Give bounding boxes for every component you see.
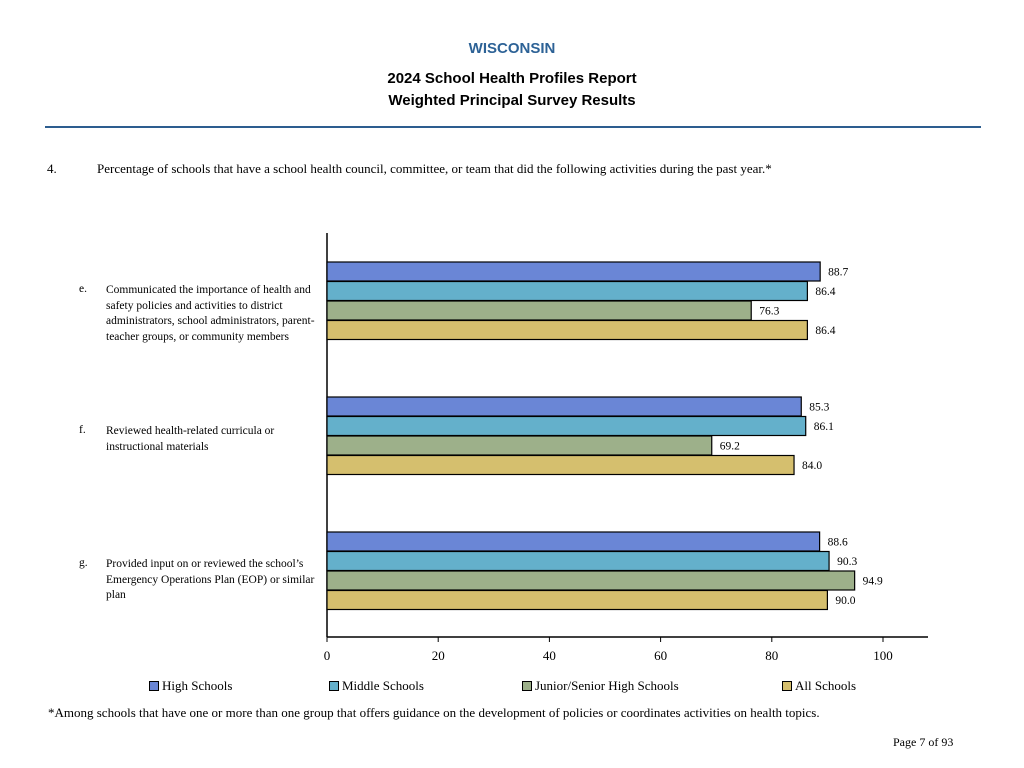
bar-value-label: 88.6	[827, 536, 848, 549]
legend-swatch-junior-senior	[522, 681, 532, 691]
report-subtitle: Weighted Principal Survey Results	[388, 92, 636, 109]
x-tick-label: 100	[873, 648, 893, 663]
x-tick-label: 60	[654, 648, 668, 663]
legend-item-high-schools	[149, 678, 232, 694]
bar-f-middle-schools	[327, 417, 806, 436]
bar-value-label: 94.9	[862, 575, 883, 588]
item-letter-e: e.	[79, 283, 87, 295]
bar-value-label: 85.3	[809, 401, 830, 414]
legend-item-middle-schools	[329, 678, 424, 694]
item-text-g: Provided input on or reviewed the school’s Emergency Operations Plan (EOP) or similar plan	[106, 558, 315, 601]
bar-value-label: 84.0	[802, 460, 823, 472]
bar-value-label: 88.7	[828, 266, 849, 279]
bar-value-label: 86.4	[815, 286, 836, 298]
bar-value-label: 69.2	[719, 440, 740, 453]
bar-f-junior-senior-high-schools	[327, 436, 712, 455]
bar-e-middle-schools	[327, 282, 807, 301]
bar-e-junior-senior-high-schools	[327, 301, 751, 320]
legend-item-all-schools	[782, 678, 856, 694]
state-heading: WISCONSIN	[468, 40, 556, 57]
question-text: Percentage of schools that have a school health council, committee, or team that did the following activities during the past year.*	[97, 161, 772, 176]
x-tick-label: 40	[542, 648, 556, 663]
report-title: 2024 School Health Profiles Report	[387, 70, 637, 87]
bar-value-label: 86.4	[815, 325, 836, 337]
item-letter-f: f.	[79, 424, 86, 436]
item-letter-g: g.	[79, 557, 88, 569]
question-number: 4.	[47, 161, 57, 176]
legend-label-junior-senior: Junior/Senior High Schools	[535, 678, 679, 693]
page-number: Page 7 of 93	[893, 735, 954, 749]
legend-swatch-high-schools	[149, 681, 159, 691]
bar-f-all-schools	[327, 456, 794, 475]
bar-value-label: 90.0	[835, 595, 856, 607]
bar-g-middle-schools	[327, 552, 829, 571]
footnote: *Among schools that have one or more than one group that offers guidance on the development of policies or coordinates activities on health topics.	[48, 705, 820, 720]
legend-label-middle-schools: Middle Schools	[342, 678, 424, 693]
bar-value-label: 76.3	[759, 305, 780, 318]
bar-g-high-schools	[327, 532, 820, 551]
x-tick-label: 80	[765, 648, 779, 663]
legend-item-junior-senior	[522, 678, 679, 694]
legend-swatch-all-schools	[782, 681, 792, 691]
legend-label-high-schools: High Schools	[162, 678, 233, 693]
legend-swatch-middle-schools	[329, 681, 339, 691]
bar-f-high-schools	[327, 397, 801, 416]
x-tick-label: 20	[431, 648, 445, 663]
item-text-f: Reviewed health-related curricula or instructional materials	[106, 425, 275, 453]
x-tick-label: 0	[323, 648, 331, 663]
item-text-e: Communicated the importance of health and safety policies and activities to district administrators, school administrators, parent-teacher groups, or community members	[106, 284, 315, 343]
bar-value-label: 90.3	[837, 556, 858, 568]
bar-g-junior-senior-high-schools	[327, 571, 855, 590]
legend-label-all-schools: All Schools	[795, 678, 857, 693]
bar-e-all-schools	[327, 321, 807, 340]
bar-g-all-schools	[327, 591, 827, 610]
bar-value-label: 86.1	[813, 421, 834, 433]
bar-e-high-schools	[327, 262, 820, 281]
